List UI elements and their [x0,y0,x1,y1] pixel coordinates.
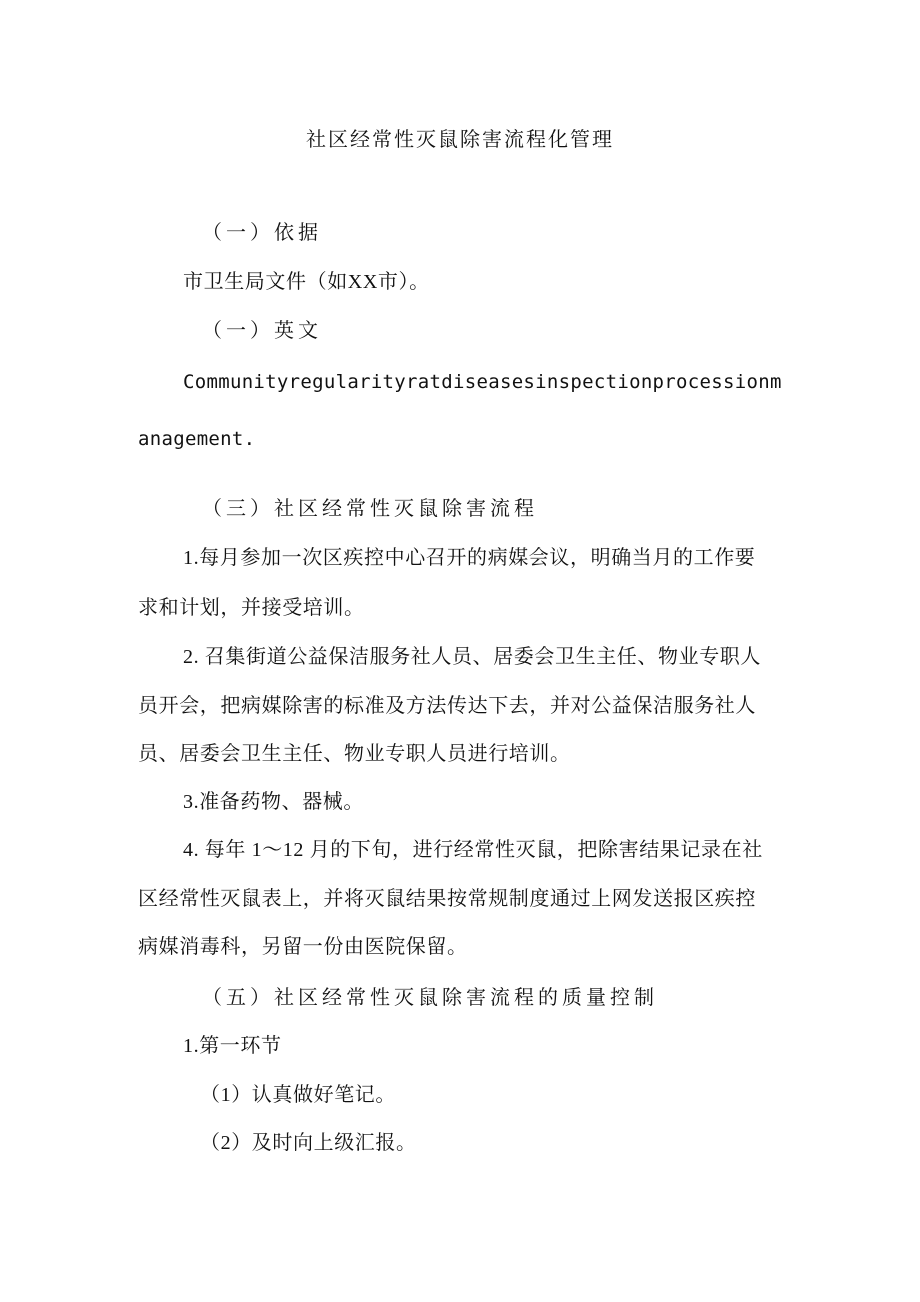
paragraph-basis: 市卫生局文件（如XX市）。 [183,271,430,293]
paragraph-english-line2: anagement. [138,428,256,450]
section-heading-process: （三）社区经常性灭鼠除害流程 [202,496,538,520]
process-item-2-line3: 员、居委会卫生主任、物业专职人员进行培训。 [138,743,571,765]
quality-sub-heading-1: 1.第一环节 [183,1035,282,1057]
section-heading-quality: （五）社区经常性灭鼠除害流程的质量控制 [202,985,658,1009]
process-item-2-line1: 2. 召集街道公益保洁服务社人员、居委会卫生主任、物业专职人 [183,646,761,668]
process-item-1-line1: 1.每月参加一次区疾控中心召开的病媒会议，明确当月的工作要 [183,547,756,569]
process-item-2-line2: 员开会，把病媒除害的标准及方法传达下去，并对公益保洁服务社人 [138,695,756,717]
process-item-1-line2: 求和计划，并接受培训。 [138,597,365,619]
quality-item-1: （1）认真做好笔记。 [200,1084,396,1106]
process-item-3: 3.准备药物、器械。 [183,791,364,813]
process-item-4-line3: 病媒消毒科，另留一份由医院保留。 [138,936,468,958]
quality-item-2: （2）及时向上级汇报。 [200,1132,417,1154]
section-heading-english: （一）英文 [202,318,322,342]
process-item-4-line2: 区经常性灭鼠表上，并将灭鼠结果按常规制度通过上网发送报区疾控 [138,888,756,910]
process-item-4-line1: 4. 每年 1～12 月的下旬，进行经常性灭鼠，把除害结果记录在社 [183,839,763,861]
page-title: 社区经常性灭鼠除害流程化管理 [306,127,614,151]
paragraph-english-line1: Communityregularityratdiseasesinspectionprocessionm [183,371,782,393]
section-heading-basis: （一）依据 [202,220,322,244]
